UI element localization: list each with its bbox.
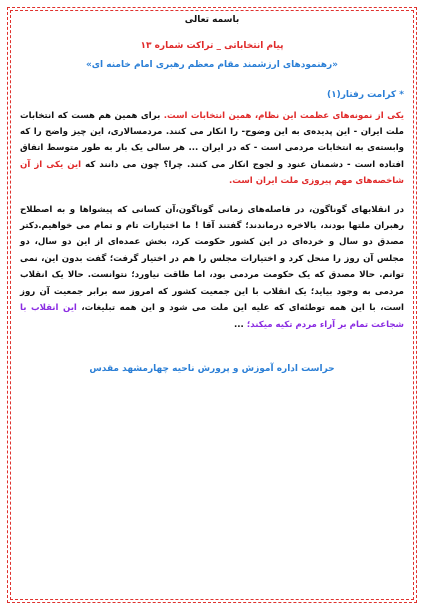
subtitle: «رهنمودهای ارزشمند مقام معظم رهبری امام خامنه ای» [85, 59, 338, 70]
tract-title: پیام انتخاباتی _ تراکت شماره ۱۳ [140, 41, 284, 52]
paragraph-1-tail: این یکی از آن شاخصه‌های مهم پیروزی ملت ایران است. [20, 159, 404, 187]
section-heading: * کرامت رفتار(۱) [326, 90, 404, 101]
paragraph-1 [20, 108, 404, 190]
paragraph-1-lead: یکی از نمونه‌های عظمت این نظام، همین انتخابات است. [163, 110, 404, 121]
document-body [20, 12, 404, 377]
paragraph-2-highlight: این انقلاب با شجاعت تمام بر آراء مردم تکیه میکند؛ [20, 303, 404, 330]
paragraph-1-body: برای همین هم هست که انتخابات ملت ایران - این پدیده‌ی به این وضوح- را انکار می کنند. مردمسالاری، این چیز واضح را که وابسته‌ی به انتخابات مردمی است - که در ایران ... هر سالی یک بار به طور متوسط اتفاق افتاده است - دشمنان عنود و لجوج انکار می کنند. چرا؟ چون می دانند که [20, 110, 404, 170]
paragraph-2-body: در انقلابهای گوناگون، در فاصله‌های زمانی گوناگون،آن کسانی که پیشواها و به اصطلاح رهبران ملتها بودند، بالاخره درماندند؛ گفتند آقا ! ما اختیارات تام و تمام می خواهیم.دکتر مصدق دو سال و خرده‌ای در این کشور حکومت کرد، بخش عمده‌ای از این دو سال، دو مجلس آن روز را منحل کرد و اختیارات مجلس را هم در اختیار گرفت؛ گفت بدون این، نمی توانم. حالا مصدق که یک حکومت مردمی بود، اما طاقت نیاورد؛ نتوانست. حالا یک انقلاب مردمی به وجود بیاید؛ یک انقلاب با این جمعیت کشور که امروز سه برابر جمعیت آن روز است، با این همه توطئه‌ای که علیه این ملت می شود و این همه تبلیغات، [20, 204, 404, 314]
footer-signature: حراست اداره آموزش و پرورش ناحیه چهارمشهد مقدس [89, 363, 335, 374]
paragraph-2-ellipsis: ... [234, 319, 247, 330]
basmala-heading: باسمه تعالی [184, 15, 240, 25]
paragraph-2 [20, 202, 404, 333]
